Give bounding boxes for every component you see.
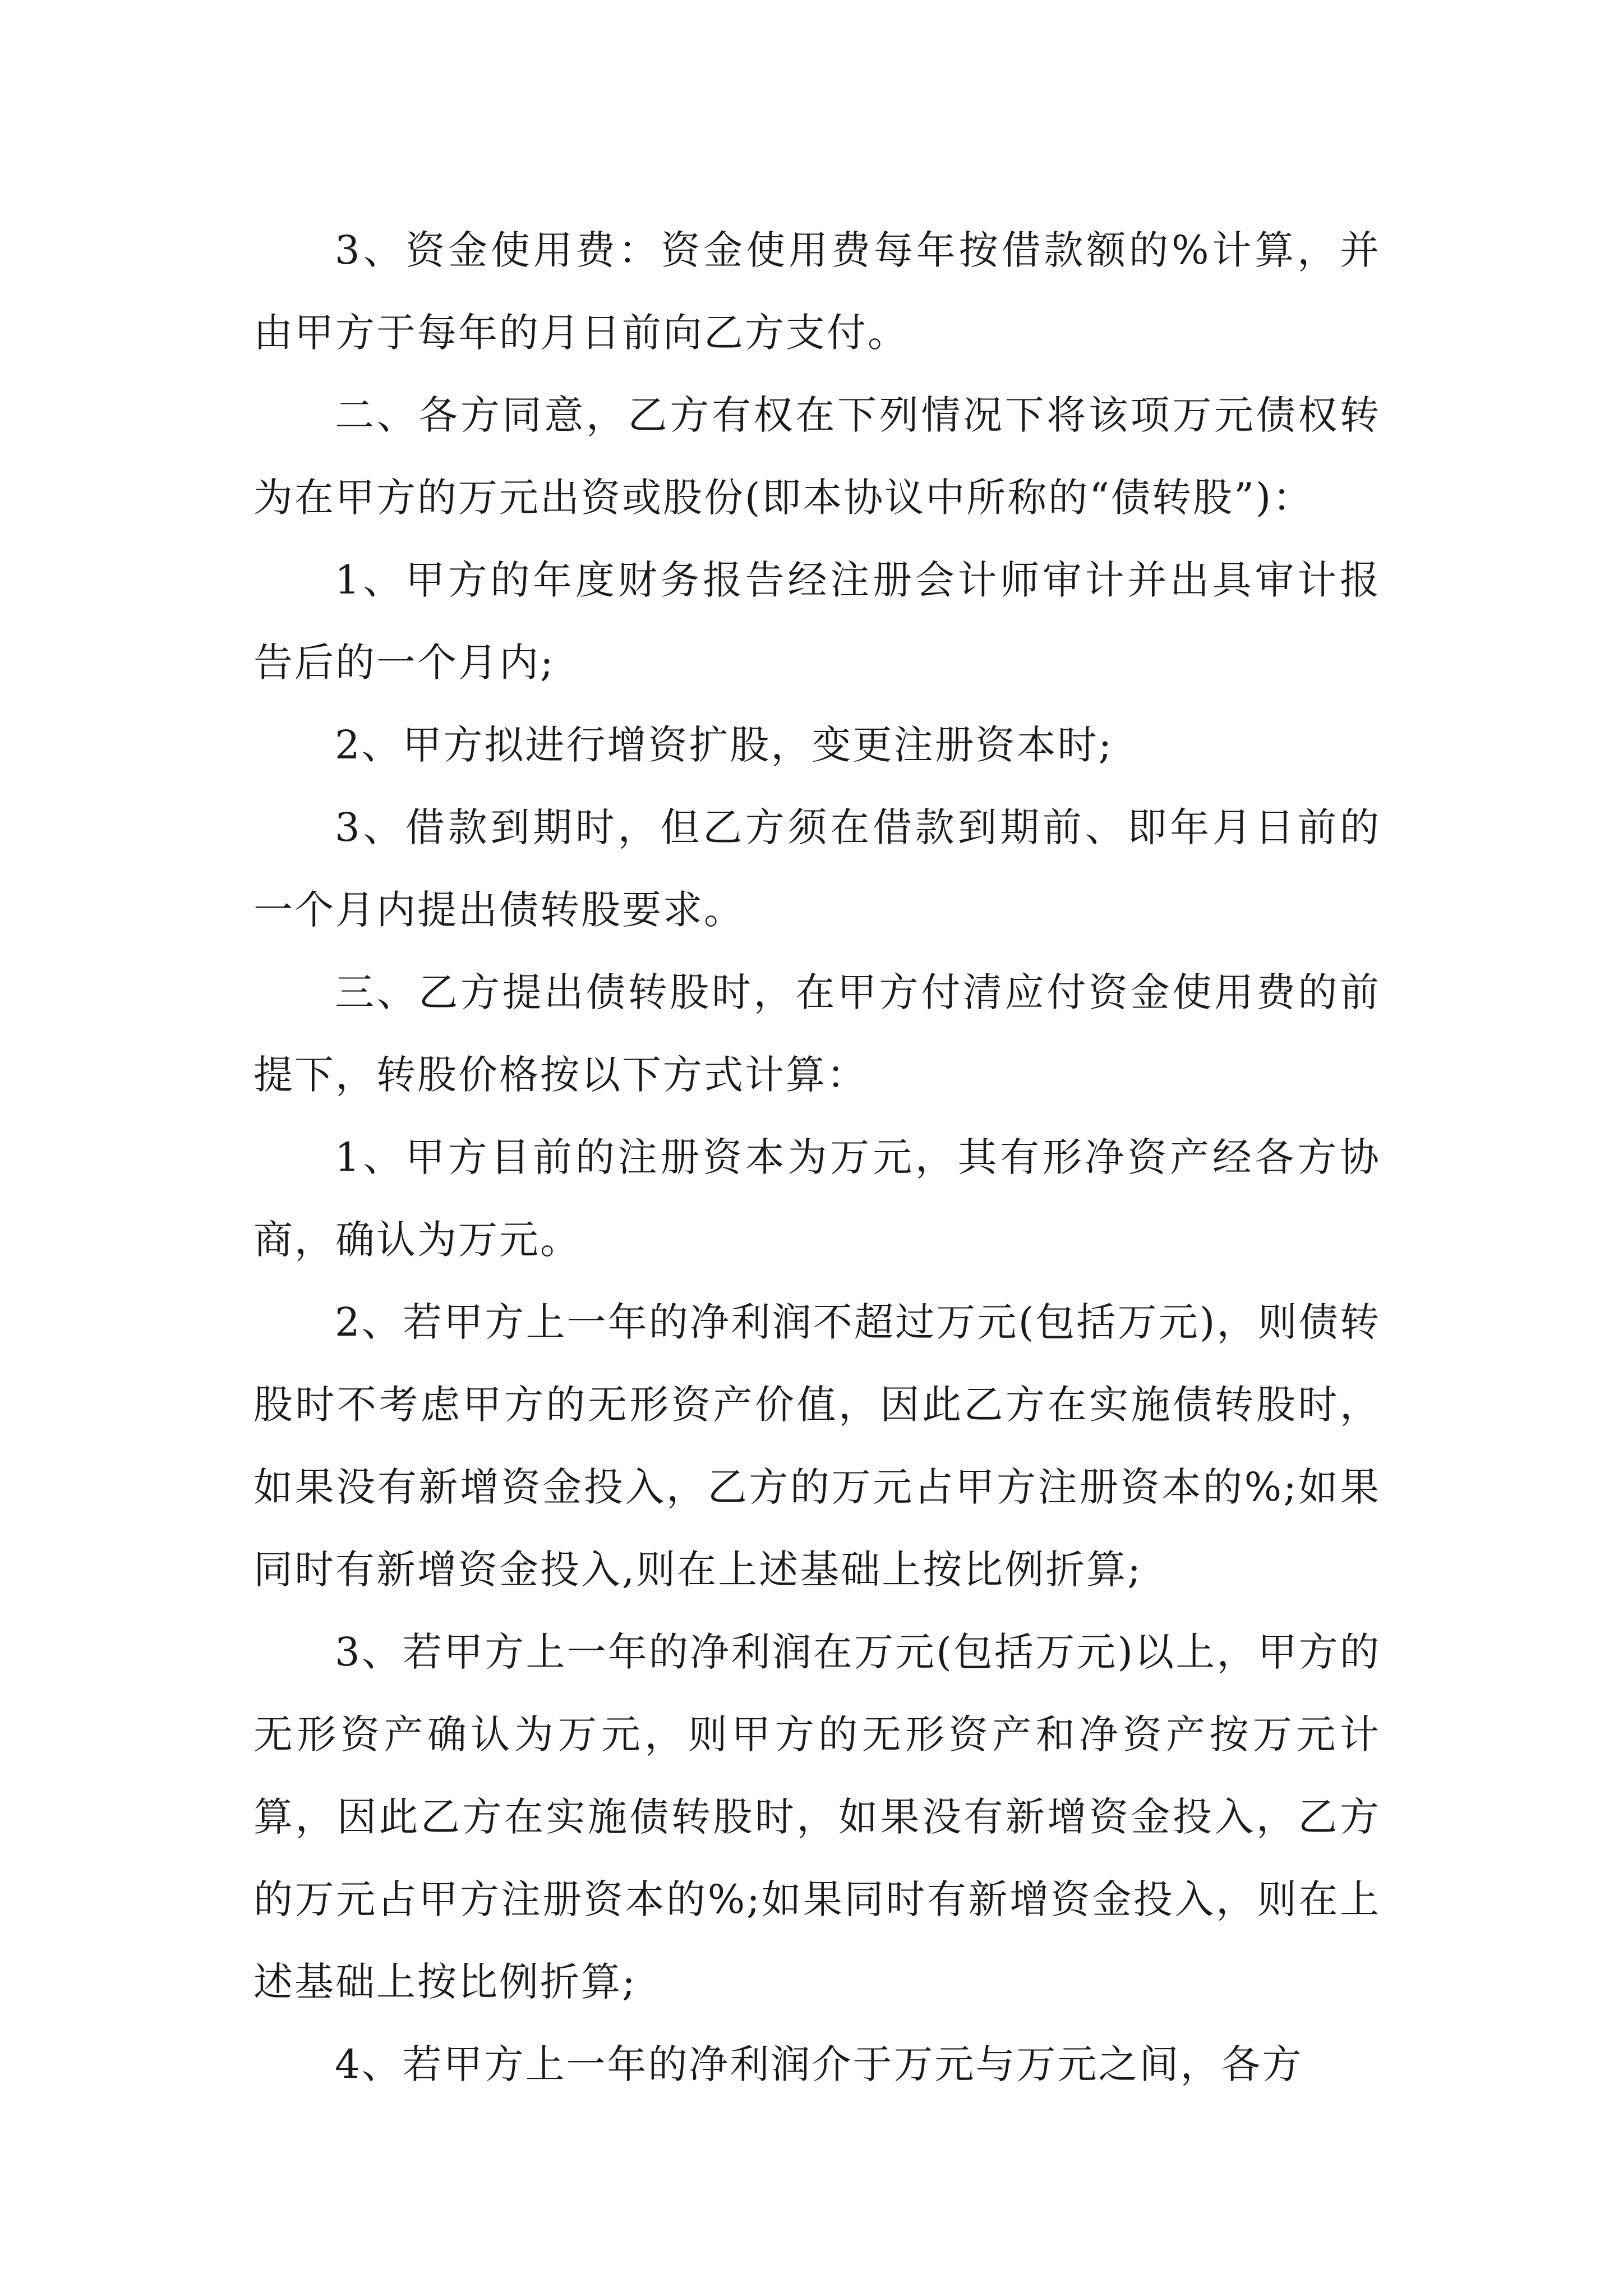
section-3-conversion-price: 三、乙方提出债转股时，在甲方付清应付资金使用费的前提下，转股价格按以下方式计算： [253,969,1381,1098]
price-rule-4-mid-profit: 4、若甲方上一年的净利润介于万元与万元之间，各方 [335,2041,1303,2087]
section-2-debt-to-equity-conditions: 二、各方同意，乙方有权在下列情况下将该项万元债权转为在甲方的万元出资或股份(即本协议中所称的“债转股”)： [253,392,1381,521]
condition-3-loan-maturity: 3、借款到期时，但乙方须在借款到期前、即年月日前的一个月内提出债转股要求。 [253,804,1381,933]
condition-2-capital-increase: 2、甲方拟进行增资扩股，变更注册资本时; [335,722,1114,768]
price-rule-1-registered-capital: 1、甲方目前的注册资本为万元，其有形净资产经各方协商，确认为万元。 [253,1134,1381,1263]
condition-1-annual-audit: 1、甲方的年度财务报告经注册会计师审计并出具审计报告后的一个月内; [253,557,1381,685]
clause-3-fund-usage-fee: 3、资金使用费：资金使用费每年按借款额的%计算，并由甲方于每年的月日前向乙方支付。 [253,227,1381,356]
price-rule-2-low-profit: 2、若甲方上一年的净利润不超过万元(包括万元)，则债转股时不考虑甲方的无形资产价值，因此乙方在实施债转股时，如果没有新增资金投入，乙方的万元占甲方注册资本的%;如果同时有新增资金投入,则在上述基础上按比例折算; [253,1299,1381,1593]
price-rule-3-high-profit: 3、若甲方上一年的净利润在万元(包括万元)以上，甲方的无形资产确认为万元，则甲方的无形资产和净资产按万元计算，因此乙方在实施债转股时，如果没有新增资金投入，乙方的万元占甲方注册资本的%;如果同时有新增资金投入，则在上述基础上按比例折算; [253,1629,1381,2005]
document-page [253,209,1381,2106]
